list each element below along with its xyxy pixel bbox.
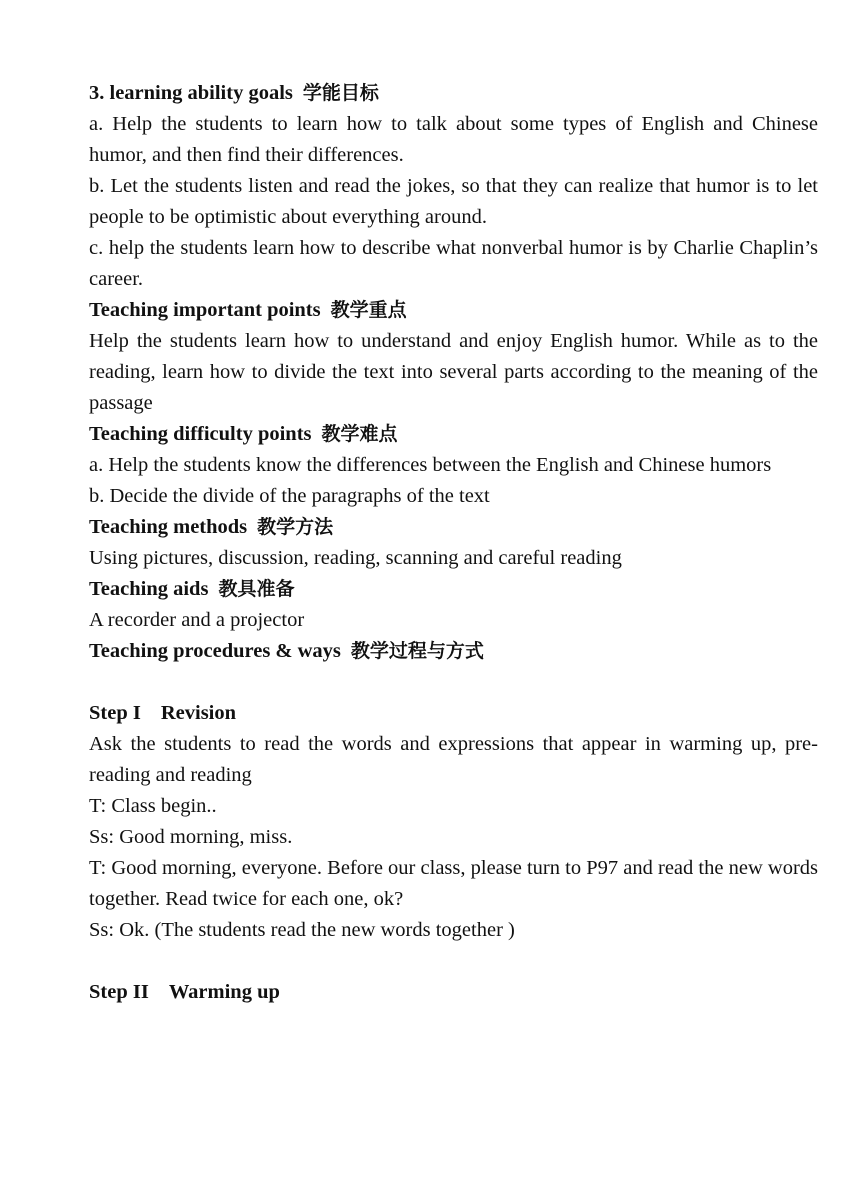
dialogue-line: T: Class begin..	[89, 795, 217, 817]
heading-en: Teaching methods	[89, 516, 248, 538]
heading-en: Teaching procedures & ways	[89, 640, 341, 662]
difficulty-point-a: a. Help the students know the differences between the English and Chinese humors	[89, 454, 772, 476]
heading-en: Teaching aids	[89, 578, 209, 600]
heading-cn: 教学方法	[257, 516, 334, 538]
heading-cn: 教学难点	[321, 423, 398, 445]
important-points-heading	[89, 295, 818, 326]
dialogue-line: Ss: Ok. (The students read the new words together )	[89, 919, 515, 941]
step-number: Step I	[89, 702, 141, 724]
aids-text: A recorder and a projector	[89, 609, 305, 631]
heading-cn: 教学重点	[330, 299, 407, 321]
step-name: Warming up	[168, 981, 280, 1003]
methods-heading	[89, 512, 818, 543]
spacer	[89, 667, 818, 698]
important-points-text: Help the students learn how to understand and enjoy English humor. While as to the reading, learn how to divide the text into several parts according to the meaning of the passage	[89, 330, 818, 414]
heading-cn: 教学过程与方式	[350, 640, 484, 662]
heading-en: Teaching difficulty points	[89, 423, 312, 445]
heading-en: 3. learning ability goals	[89, 82, 293, 104]
document-page	[89, 78, 818, 1008]
ability-goal-b: b. Let the students listen and read the jokes, so that they can realize that humor is to let people to be optimistic about everything around.	[89, 175, 818, 228]
procedures-heading	[89, 636, 818, 667]
step-2-heading	[89, 977, 818, 1008]
heading-en: Teaching important points	[89, 299, 321, 321]
dialogue-line: Ss: Good morning, miss.	[89, 826, 293, 848]
aids-heading	[89, 574, 818, 605]
difficulty-point-b: b. Decide the divide of the paragraphs of the text	[89, 485, 490, 507]
step-number: Step II	[89, 981, 149, 1003]
heading-cn: 学能目标	[302, 82, 379, 104]
ability-goals-heading	[89, 78, 818, 109]
methods-text: Using pictures, discussion, reading, scanning and careful reading	[89, 547, 622, 569]
step-1-heading	[89, 698, 818, 729]
heading-cn: 教具准备	[218, 578, 295, 600]
step-name: Revision	[160, 702, 237, 724]
ability-goal-c: c. help the students learn how to describe what nonverbal humor is by Charlie Chaplin’s career.	[89, 237, 818, 290]
difficulty-points-heading	[89, 419, 818, 450]
step-1-intro: Ask the students to read the words and expressions that appear in warming up, pre-reading and reading	[89, 733, 818, 786]
ability-goal-a: a. Help the students to learn how to talk about some types of English and Chinese humor, and then find their differences.	[89, 113, 818, 166]
spacer	[89, 946, 818, 977]
dialogue-line: T: Good morning, everyone. Before our class, please turn to P97 and read the new words together. Read twice for each one, ok?	[89, 857, 818, 910]
